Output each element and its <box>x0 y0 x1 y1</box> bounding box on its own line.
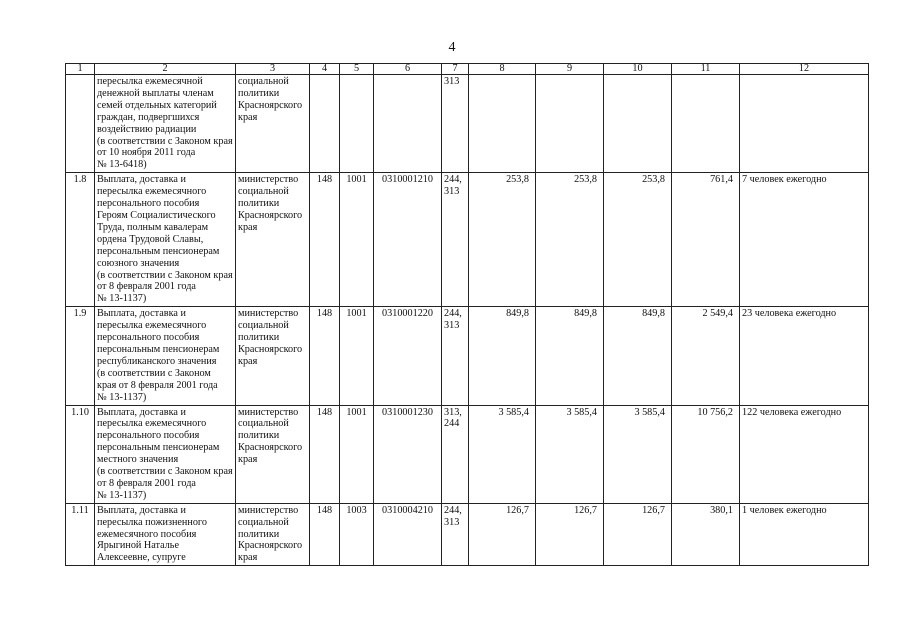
cell-c8: 3 585,4 <box>469 405 536 503</box>
table-row <box>66 405 869 503</box>
cell-c11: 761,4 <box>672 173 740 307</box>
cell-description: Выплата, доставка и пересылка пожизненного ежемесячного пособия Ярыгиной Наталье Алексеевне, супруге <box>95 503 236 566</box>
cell-no: 1.10 <box>66 405 95 503</box>
cell-department: министерство социальной политики Красноярского края <box>236 173 310 307</box>
cell-department: министерство социальной политики Красноярского края <box>236 307 310 405</box>
cell-c5 <box>340 75 374 173</box>
cell-c4: 148 <box>310 173 340 307</box>
cell-c6: 0310004210 <box>374 503 442 566</box>
cell-c6: 0310001220 <box>374 307 442 405</box>
cell-c7: 313 <box>442 75 469 173</box>
cell-c11: 10 756,2 <box>672 405 740 503</box>
cell-c5: 1001 <box>340 405 374 503</box>
cell-c6: 0310001230 <box>374 405 442 503</box>
table-header-row <box>66 64 869 75</box>
cell-c11: 380,1 <box>672 503 740 566</box>
cell-c11 <box>672 75 740 173</box>
cell-c4: 148 <box>310 405 340 503</box>
column-header-7: 7 <box>442 64 469 75</box>
cell-description: Выплата, доставка и пересылка ежемесячного персонального пособия Героям Социалистического Труда, полным кавалерам ордена Трудовой Славы, персональным пенсионерам союзного значения (в соответствии с Законом края от 8 февраля 2001 года № 13-1137) <box>95 173 236 307</box>
cell-c12: 7 человек ежегодно <box>740 173 869 307</box>
budget-table <box>65 63 869 566</box>
cell-c8: 126,7 <box>469 503 536 566</box>
cell-no: 1.9 <box>66 307 95 405</box>
cell-c6: 0310001210 <box>374 173 442 307</box>
cell-c5: 1001 <box>340 307 374 405</box>
cell-c7: 244, 313 <box>442 173 469 307</box>
cell-c6 <box>374 75 442 173</box>
column-header-8: 8 <box>469 64 536 75</box>
column-header-4: 4 <box>310 64 340 75</box>
column-header-5: 5 <box>340 64 374 75</box>
cell-department: министерство социальной политики Красноярского края <box>236 503 310 566</box>
column-header-3: 3 <box>236 64 310 75</box>
cell-c4 <box>310 75 340 173</box>
table-body <box>66 75 869 566</box>
cell-c10: 849,8 <box>604 307 672 405</box>
cell-c7: 244, 313 <box>442 503 469 566</box>
cell-c12 <box>740 75 869 173</box>
cell-no: 1.11 <box>66 503 95 566</box>
cell-c8: 849,8 <box>469 307 536 405</box>
page-number: 4 <box>448 40 456 55</box>
column-header-11: 11 <box>672 64 740 75</box>
cell-description: Выплата, доставка и пересылка ежемесячного персонального пособия персональным пенсионерам республиканского значения (в соответствии с Законом края от 8 февраля 2001 года № 13-1137) <box>95 307 236 405</box>
cell-c9: 3 585,4 <box>536 405 604 503</box>
cell-c9: 126,7 <box>536 503 604 566</box>
cell-c8 <box>469 75 536 173</box>
cell-c7: 244, 313 <box>442 307 469 405</box>
cell-c4: 148 <box>310 307 340 405</box>
cell-description: пересылка ежемесячной денежной выплаты членам семей отдельных категорий граждан, подвергшихся воздействию радиации (в соответствии с Законом края от 10 ноября 2011 года № 13-6418) <box>95 75 236 173</box>
cell-c8: 253,8 <box>469 173 536 307</box>
cell-c5: 1001 <box>340 173 374 307</box>
cell-c10: 253,8 <box>604 173 672 307</box>
cell-c9 <box>536 75 604 173</box>
cell-c10 <box>604 75 672 173</box>
cell-c4: 148 <box>310 503 340 566</box>
table-row <box>66 307 869 405</box>
cell-c12: 23 человека ежегодно <box>740 307 869 405</box>
cell-description: Выплата, доставка и пересылка ежемесячного персонального пособия персональным пенсионерам местного значения (в соответствии с Законом края от 8 февраля 2001 года № 13-1137) <box>95 405 236 503</box>
cell-c5: 1003 <box>340 503 374 566</box>
cell-c10: 126,7 <box>604 503 672 566</box>
cell-no <box>66 75 95 173</box>
table-row <box>66 503 869 566</box>
cell-c11: 2 549,4 <box>672 307 740 405</box>
column-header-9: 9 <box>536 64 604 75</box>
column-header-10: 10 <box>604 64 672 75</box>
cell-no: 1.8 <box>66 173 95 307</box>
cell-department: социальной политики Красноярского края <box>236 75 310 173</box>
column-header-1: 1 <box>66 64 95 75</box>
column-header-12: 12 <box>740 64 869 75</box>
cell-department: министерство социальной политики Красноярского края <box>236 405 310 503</box>
column-header-6: 6 <box>374 64 442 75</box>
column-header-2: 2 <box>95 64 236 75</box>
cell-c7: 313, 244 <box>442 405 469 503</box>
table-row <box>66 173 869 307</box>
cell-c12: 1 человек ежегодно <box>740 503 869 566</box>
table-row <box>66 75 869 173</box>
cell-c10: 3 585,4 <box>604 405 672 503</box>
cell-c9: 253,8 <box>536 173 604 307</box>
cell-c9: 849,8 <box>536 307 604 405</box>
cell-c12: 122 человека ежегодно <box>740 405 869 503</box>
